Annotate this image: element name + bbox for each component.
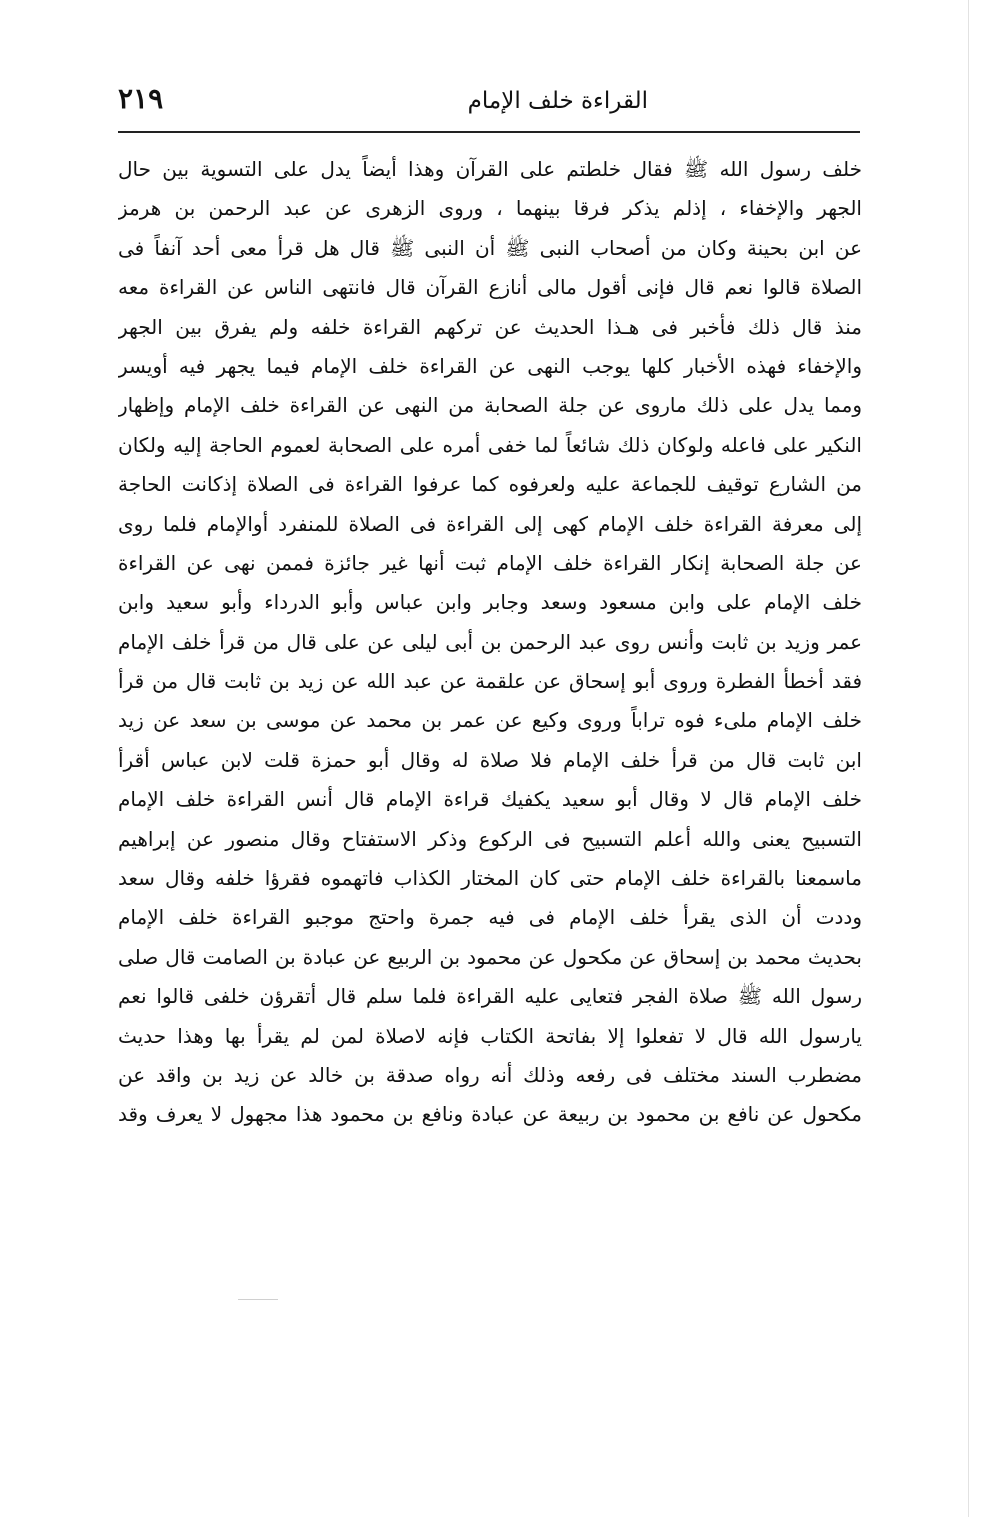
- text-line: خلف الإمام قال لا وقال أبو سعيد يكفيك قراءة الإمام قال أنس القراءة خلف الإمام: [118, 787, 862, 812]
- page-number: ٢١٩: [118, 82, 164, 115]
- running-title: القراءة خلف الإمام: [467, 88, 648, 114]
- text-line: خلف الإمام على وابن مسعود وسعد وجابر وابن عباس وأبو الدرداء وأبو سعيد وابن: [118, 590, 862, 615]
- text-line: التسبيح يعنى والله أعلم التسبيح فى الركوع وذكر الاستفتاح وقال منصور عن إبراهيم: [118, 826, 862, 851]
- header-rule: [118, 131, 860, 133]
- text-line: الجهر والإخفاء ، إذلم يذكر فرقا بينهما ، وروى الزهرى عن عبد الرحمن بن هرمز: [118, 196, 862, 221]
- scan-edge-line: [968, 0, 969, 1517]
- text-line: عن ابن بحينة وكان من أصحاب النبى ﷺ أن النبى ﷺ قال هل قرأ معى أحد آنفاً فى: [118, 235, 862, 260]
- text-line: مكحول عن نافع بن محمود بن ربيعة عن عبادة ونافع بن محمود هذا مجهول لا يعرف وقد: [118, 1102, 862, 1127]
- text-line: ماسمعنا بالقراءة خلف الإمام حتى كان المختار الكذاب فاتهموه فقرؤا خلفه وقال سعد: [118, 866, 862, 891]
- text-line: منذ قال ذلك فأخبر فى هـذا الحديث عن تركهم القراءة خلفه ولم يفرق بين الجهر: [118, 314, 862, 339]
- text-line: إلى معرفة القراءة خلف الإمام كهى إلى القراءة فى الصلاة للمنفرد أوالإمام فلما روى: [118, 511, 862, 536]
- text-line: عمر وزيد بن ثابت وأنس روى عبد الرحمن بن أبى ليلى عن على قال من قرأ خلف الإمام: [118, 629, 862, 654]
- text-line: مضطرب السند مختلف فى رفعه وذلك أنه رواه صدقة بن خالد عن زيد بن واقد عن: [118, 1062, 862, 1087]
- text-line: ابن ثابت قال من قرأ خلف الإمام فلا صلاة له وقال أبو حمزة قلت لابن عباس أقرأ: [118, 747, 862, 772]
- text-line: فقد أخطأ الفطرة وروى أبو إسحاق عن علقمة عن عبد الله عن زيد بن ثابت قال من قرأ: [118, 669, 862, 694]
- text-line: يارسول الله قال لا تفعلوا إلا بفاتحة الكتاب فإنه لاصلاة لمن لم يقرأ بها وهذا حديث: [118, 1023, 862, 1048]
- text-line: عن جلة الصحابة إنكار القراءة خلف الإمام ثبت أنها غير جائزة فممن نهى عن القراءة: [118, 550, 862, 575]
- text-line: وددت أن الذى يقرأ خلف الإمام فى فيه جمرة واحتج موجبو القراءة خلف الإمام: [118, 905, 862, 930]
- text-line: خلف الإمام ملىء فوه تراباً وروى وكيع عن عمر بن محمد عن موسى بن سعد عن زيد: [118, 708, 862, 733]
- text-line: خلف رسول الله ﷺ فقال خلطتم على القرآن وهذا أيضاً يدل على التسوية بين حال: [118, 157, 862, 181]
- body-text: [118, 150, 862, 1135]
- text-line: رسول الله ﷺ صلاة الفجر فتعايى عليه القراءة فلما سلم قال أتقرؤن خلفى قالوا نعم: [118, 984, 862, 1009]
- text-line: بحديث محمد بن إسحاق عن مكحول عن محمود بن الربيع عن عبادة بن الصامت قال صلى: [118, 944, 862, 969]
- page-header: [118, 82, 858, 126]
- text-line: والإخفاء فهذه الأخبار كلها يوجب النهى عن القراءة خلف الإمام فيما يجهر فيه أويسر: [118, 353, 862, 378]
- text-line: ومما يدل على ذلك ماروى عن جلة الصحابة من النهى عن القراءة خلف الإمام وإظهار: [118, 393, 862, 418]
- scan-artifact-mark: [238, 1299, 278, 1300]
- text-line: من الشارع توقيف للجماعة عليه ولعرفوه كما عرفوا القراءة فى الصلاة إذكانت الحاجة: [118, 472, 862, 497]
- text-line: النكير على فاعله ولوكان ذلك شائعاً لما خفى أمره على الصحابة لعموم الحاجة إليه ولكان: [118, 432, 862, 457]
- text-line: الصلاة قالوا نعم قال فإنى أقول مالى أنازع القرآن قال فانتهى الناس عن القراءة معه: [118, 275, 862, 300]
